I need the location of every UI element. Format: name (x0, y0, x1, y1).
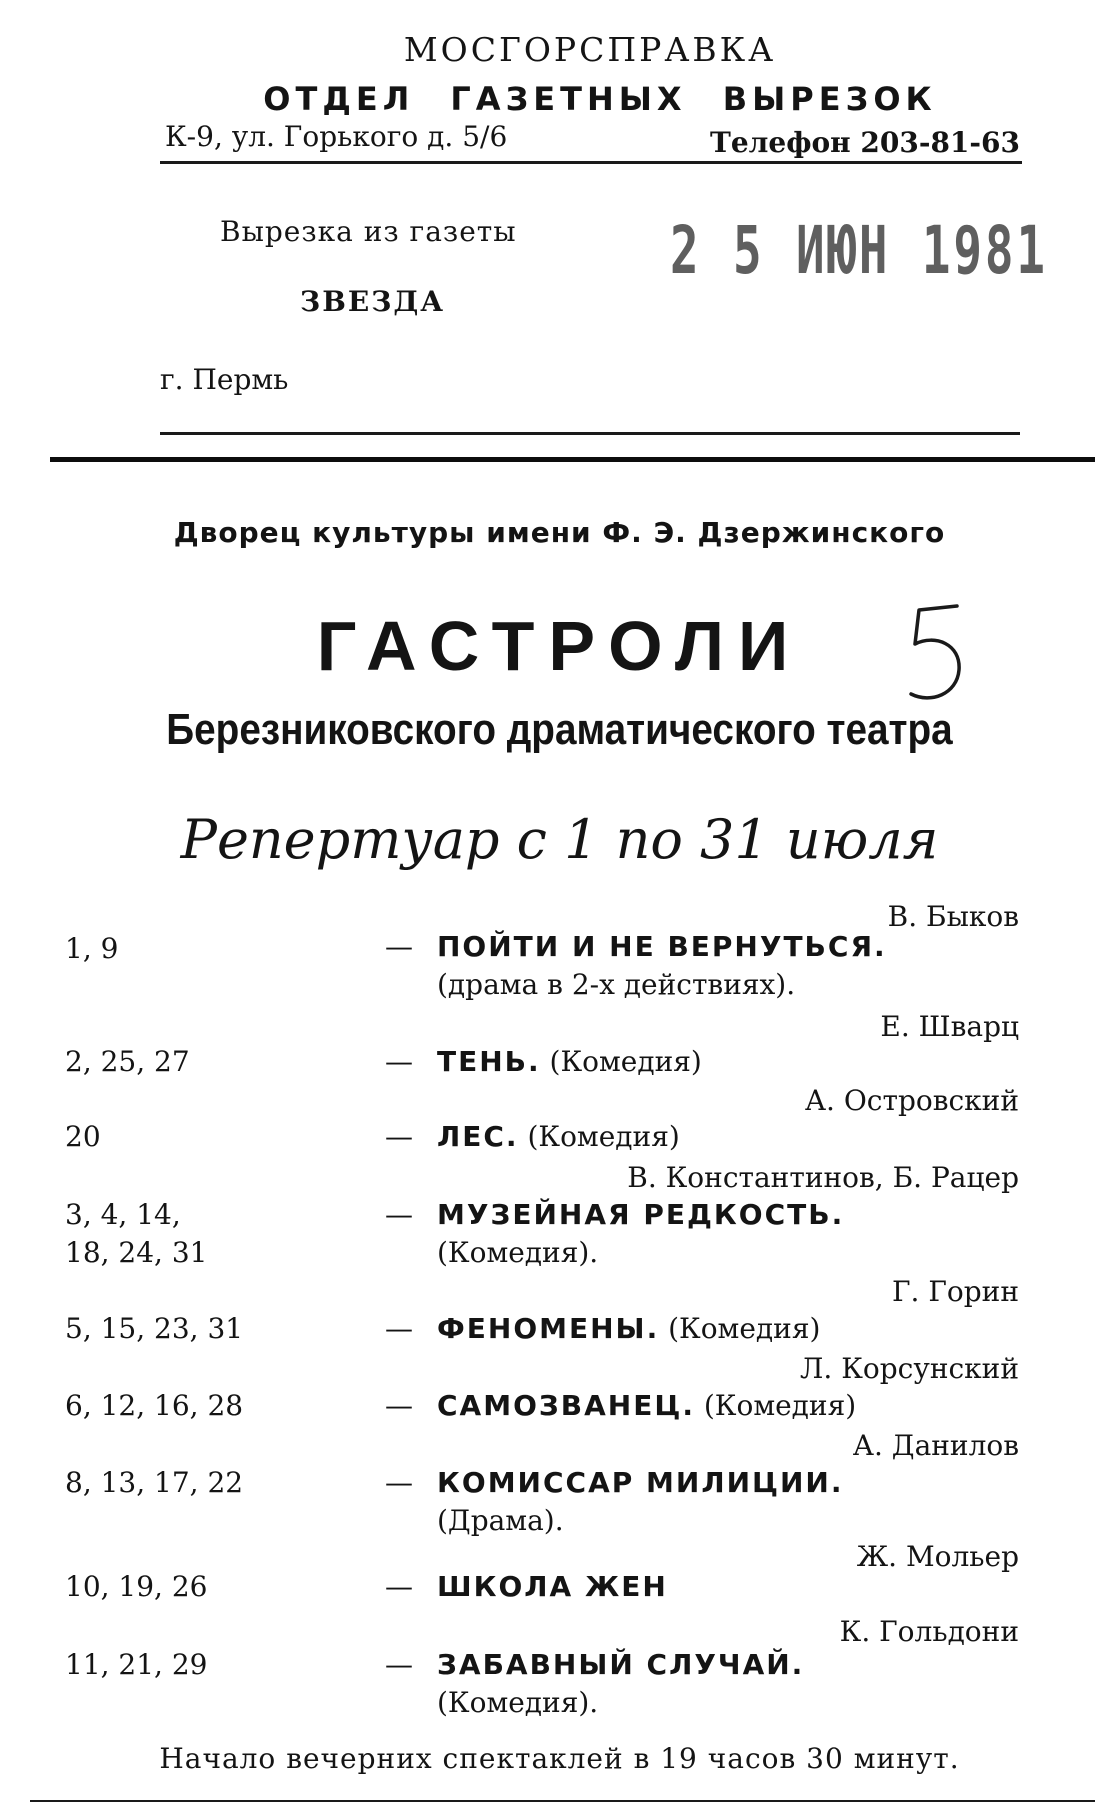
play-title: ЛЕС. (437, 1120, 519, 1153)
repertoire-heading: Репертуар с 1 по 31 июля (180, 808, 939, 871)
agency-name: МОСГОРСПРАВКА (403, 30, 777, 69)
play-dates: 8, 13, 17, 22 (65, 1466, 244, 1499)
play-author: А. Данилов (852, 1429, 1019, 1462)
play-author: В. Константинов, Б. Рацер (627, 1161, 1019, 1194)
play-title: САМОЗВАНЕЦ. (437, 1389, 695, 1422)
play-title: ЗАБАВНЫЙ СЛУЧАЙ. (437, 1648, 805, 1681)
play-dates: 11, 21, 29 (65, 1648, 208, 1681)
play-dates: 1, 9 (65, 932, 119, 965)
play-title: КОМИССАР МИЛИЦИИ. (437, 1466, 844, 1499)
department-name: ОТДЕЛ ГАЗЕТНЫХ ВЫРЕЗОК (263, 80, 937, 118)
play-author: Ж. Мольер (856, 1540, 1019, 1573)
play-title: ШКОЛА ЖЕН (437, 1570, 668, 1603)
header-divider (160, 161, 1022, 164)
play-genre: (Комедия) (703, 1389, 857, 1422)
play-dates: 10, 19, 26 (65, 1570, 208, 1603)
play-title: ТЕНЬ. (437, 1045, 541, 1078)
city: г. Пермь (160, 363, 289, 396)
play-entry: — ШКОЛА ЖЕН (385, 1570, 668, 1603)
newspaper-name: ЗВЕЗДА (300, 285, 446, 318)
play-entry: — ПОЙТИ И НЕ ВЕРНУТЬСЯ. (драма в 2-х действиях). (385, 928, 887, 1004)
play-dates: 6, 12, 16, 28 (65, 1389, 244, 1422)
play-author: Г. Горин (892, 1275, 1019, 1308)
play-author: В. Быков (887, 900, 1019, 933)
play-entry: — САМОЗВАНЕЦ. (Комедия) (385, 1389, 857, 1422)
play-title: ПОЙТИ И НЕ ВЕРНУТЬСЯ. (437, 930, 887, 963)
clipping-divider (160, 432, 1020, 435)
handwritten-mark (905, 600, 965, 714)
play-author: К. Гольдони (839, 1615, 1019, 1648)
showtime-note: Начало вечерних спектаклей в 19 часов 30 минут. (159, 1742, 960, 1775)
play-genre: (Комедия) (549, 1045, 702, 1078)
play-title: МУЗЕЙНАЯ РЕДКОСТЬ. (437, 1198, 845, 1231)
play-entry: — КОМИССАР МИЛИЦИИ. (Драма). (385, 1464, 844, 1540)
date-stamp: 2 5 ИЮН 1981 (670, 212, 1048, 289)
play-author: А. Островский (804, 1084, 1019, 1117)
play-dates: 3, 4, 14, 18, 24, 31 (65, 1198, 208, 1269)
play-title: ФЕНОМЕНЫ. (437, 1312, 660, 1345)
clipping-label: Вырезка из газеты (220, 215, 517, 248)
address: К-9, ул. Горького д. 5/6 (165, 120, 508, 153)
play-genre: (Комедия) (527, 1120, 680, 1153)
play-entry: — ЛЕС. (Комедия) (385, 1120, 680, 1153)
clipping-edge (50, 457, 1095, 462)
announcement-title: ГАСТРОЛИ (316, 607, 803, 685)
play-author: Л. Корсунский (800, 1352, 1019, 1385)
play-dates: 20 (65, 1120, 101, 1153)
play-entry: — ФЕНОМЕНЫ. (Комедия) (385, 1312, 821, 1345)
bottom-rule (30, 1800, 1095, 1802)
play-entry: — ЗАБАВНЫЙ СЛУЧАЙ. (Комедия). (385, 1646, 804, 1722)
play-entry: — ТЕНЬ. (Комедия) (385, 1045, 702, 1078)
play-genre: (драма в 2-х действиях). (437, 968, 796, 1001)
phone-number: Телефон 203-81-63 (710, 126, 1020, 159)
venue: Дворец культуры имени Ф. Э. Дзержинского (173, 516, 946, 549)
play-genre: (Драма). (437, 1504, 564, 1537)
play-dates: 5, 15, 23, 31 (65, 1312, 244, 1345)
play-entry: — МУЗЕЙНАЯ РЕДКОСТЬ. (Комедия). (385, 1196, 844, 1272)
play-genre: (Комедия) (668, 1312, 821, 1345)
play-dates: 2, 25, 27 (65, 1045, 190, 1078)
play-genre: (Комедия). (437, 1236, 599, 1269)
play-author: Е. Шварц (880, 1010, 1019, 1043)
theatre-name: Березниковского драматического театра (166, 705, 953, 754)
play-genre: (Комедия). (437, 1686, 599, 1719)
